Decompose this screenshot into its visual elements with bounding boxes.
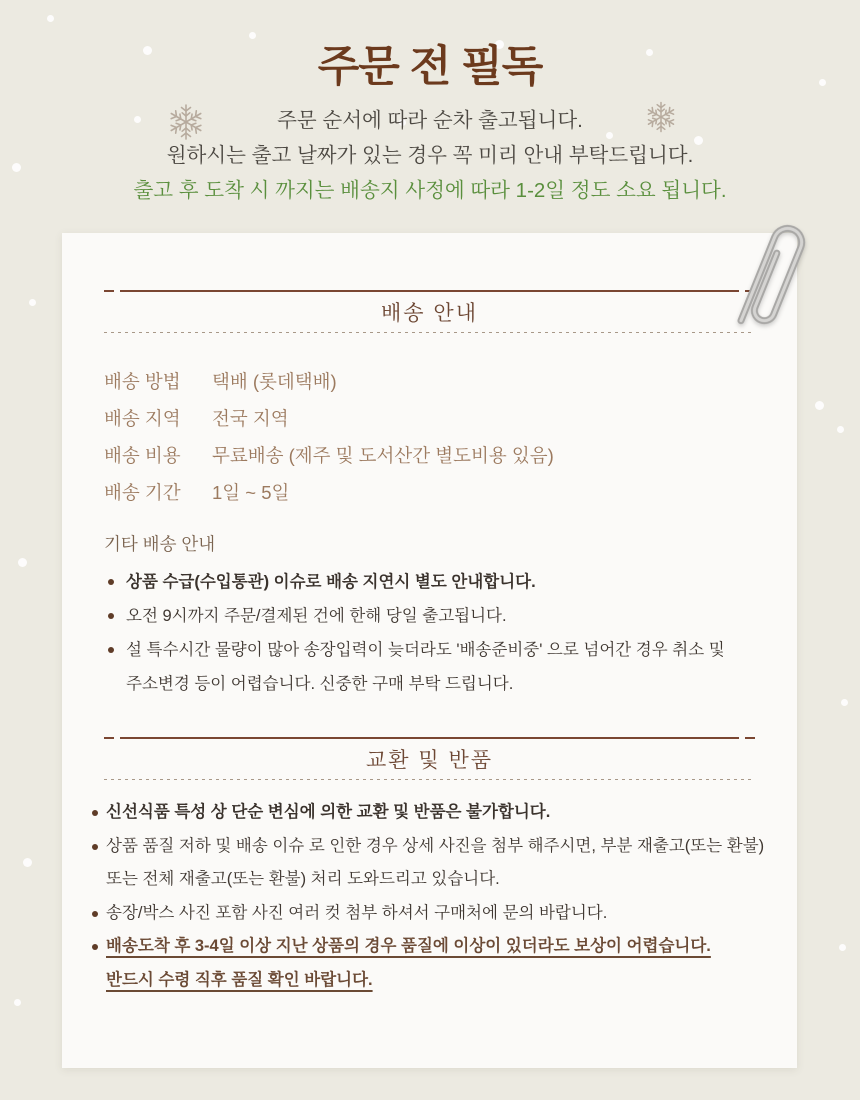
bullet-dot-icon [92,944,98,950]
etc-shipping-heading: 기타 배송 안내 [104,534,216,554]
intro-line-2: 원하시는 출고 날짜가 있는 경우 꼭 미리 안내 부탁드립니다. [166,144,694,167]
bullet-text: 상품 품질 저하 및 배송 이슈 로 인한 경우 상세 사진을 첨부 해주시면, 부분 재출고(또는 환불) [106,836,765,855]
bullet-dot-icon [108,579,114,585]
list-item [92,930,755,997]
returns-section [104,737,765,997]
list-item [92,897,755,931]
notice-card [62,233,797,1068]
row-value: 택배 (롯데택배) [212,371,337,392]
intro-line-3: 출고 후 도착 시 까지는 배송지 사정에 따라 1-2일 정도 소요 됩니다. [133,179,727,202]
shipping-info-table [104,371,755,503]
table-row [104,371,755,392]
row-label: 배송 비용 [104,445,181,466]
shipping-section [104,290,755,701]
row-label: 배송 지역 [104,408,181,429]
bullet-text: 주소변경 등이 어렵습니다. 신중한 구매 부탁 드립니다. [126,675,514,693]
bullet-text: 오전 9시까지 주문/결제된 건에 한해 당일 출고됩니다. [126,607,507,625]
shipping-bullet-list [108,565,755,701]
bullet-text: 송장/박스 사진 포함 사진 여러 컷 첨부 하셔서 구매처에 문의 바랍니다. [106,903,608,922]
list-item [108,599,755,633]
bullet-text: 배송도착 후 3-4일 이상 지난 상품의 경우 품질에 이상이 있더라도 보상이 어렵습니다. [106,937,711,955]
bullet-text: 신선식품 특성 상 단순 변심에 의한 교환 및 반품은 불가합니다. [106,803,551,821]
table-row [104,445,755,466]
page-header [0,0,860,208]
bullet-text: 상품 수급(수입통관) 이슈로 배송 지연시 별도 안내합니다. [126,573,536,591]
row-label: 배송 방법 [104,371,181,392]
list-item [92,830,765,897]
bullet-text: 설 특수시간 물량이 많아 송장입력이 늦더라도 '배송준비중' 으로 넘어간 경우 취소 및 [126,641,725,659]
bullet-dot-icon [92,810,98,816]
list-item [92,796,755,830]
dotted-divider [104,779,755,780]
returns-bullet-list [92,796,765,997]
paperclip-icon [712,203,829,359]
table-row [104,408,755,429]
list-item [108,633,755,701]
table-row [104,482,755,503]
bullet-text: 반드시 수령 직후 품질 확인 바랍니다. [106,970,373,989]
row-value: 전국 지역 [212,408,289,429]
bullet-text: 또는 전체 재출고(또는 환불) 처리 도와드리고 있습니다. [106,870,500,888]
bullet-dot-icon [108,613,114,619]
shipping-heading: 배송 안내 [381,302,478,325]
list-item [108,565,755,599]
intro-line-1: 주문 순서에 따라 순차 출고됩니다. [277,109,583,132]
page-title: 주문 전 필독 [317,43,543,91]
dotted-divider [104,332,755,333]
row-value: 무료배송 (제주 및 도서산간 별도비용 있음) [212,445,554,466]
row-label: 배송 기간 [104,482,181,503]
bullet-dot-icon [92,911,98,917]
bullet-dot-icon [108,647,114,653]
section-rule [104,290,755,292]
row-value: 1일 ~ 5일 [212,482,290,503]
bullet-dot-icon [92,844,98,850]
section-rule [104,737,755,739]
returns-heading: 교환 및 반품 [365,749,494,772]
